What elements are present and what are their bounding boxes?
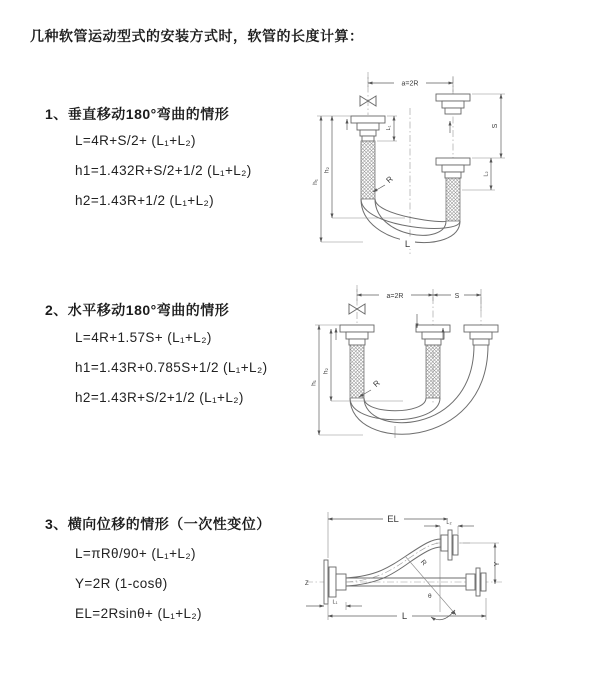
formula-line: L=4R+1.57S+ (L₁+L₂) — [75, 330, 212, 345]
flange-fitting-right — [464, 325, 498, 345]
dim-label-l2: L₂ — [483, 171, 490, 177]
flange-fitting-left — [351, 116, 385, 141]
dim-label-theta: θ — [428, 593, 432, 600]
dimension-el — [328, 512, 448, 559]
dim-label-h2: h₂ — [322, 367, 330, 375]
hose-arcs — [361, 199, 460, 243]
dimension-l — [328, 598, 486, 622]
dim-label-l: L — [404, 239, 411, 250]
dim-label-a2r: a=2R — [386, 293, 404, 300]
section-2-heading: 2、水平移动180°弯曲的情形 — [45, 302, 230, 318]
dim-label-l1: L₁ — [386, 125, 392, 131]
dim-label-el: EL — [387, 514, 399, 525]
page-title: 几种软管运动型式的安装方式时，软管的长度计算： — [30, 28, 364, 44]
flange-fitting-right-lower — [436, 158, 470, 178]
dim-label-a2r: a=2R — [401, 80, 419, 88]
dim-label-l: L — [401, 611, 408, 622]
flange-fitting-lower-right — [466, 568, 486, 596]
dimension-l1 — [306, 600, 362, 611]
section-3-heading: 3、横向位移的情形（一次性变位） — [45, 516, 271, 532]
dim-label-s: S — [454, 293, 460, 300]
diagram-vertical-180-bend — [305, 70, 595, 267]
flange-fitting-right-upper — [436, 94, 470, 114]
formula-line: h2=1.43R+1/2 (L₁+L₂) — [75, 193, 215, 208]
length-label — [400, 238, 415, 250]
dimension-a2r — [368, 77, 453, 92]
radius-callout — [373, 174, 395, 192]
dim-label-h2: h₂ — [323, 166, 331, 174]
braided-hose-left — [361, 141, 375, 199]
centerline-mark: Z — [305, 581, 309, 587]
dimension-h1 — [312, 116, 363, 242]
centerlines — [357, 285, 481, 438]
dim-label-y: Y — [494, 561, 501, 567]
formula-line: h1=1.432R+S/2+1/2 (L₁+L₂) — [75, 163, 252, 178]
braided-hose-left — [350, 345, 364, 398]
flange-fitting-left — [324, 560, 346, 604]
dim-label-h1: h₁ — [312, 179, 319, 185]
formula-line: EL=2Rsinθ+ (L₁+L₂) — [75, 606, 202, 621]
section-1-heading: 1、垂直移动180°弯曲的情形 — [45, 106, 230, 122]
braided-hose-middle — [426, 345, 440, 398]
flange-fitting-middle — [416, 325, 450, 345]
flange-fitting-left — [340, 325, 374, 345]
dim-label-r: R — [371, 378, 382, 389]
formula-line: L=4R+S/2+ (L₁+L₂) — [75, 133, 196, 148]
dim-label-h1: h₁ — [310, 380, 318, 386]
braided-hose-right — [446, 178, 460, 221]
dim-label-l1: L₁ — [332, 599, 338, 606]
diagram-horizontal-180-bend — [305, 283, 595, 463]
dimension-s — [472, 94, 505, 158]
hose-arcs — [350, 345, 488, 434]
formula-line: L=πRθ/90+ (L₁+L₂) — [75, 546, 196, 561]
dimension-s — [433, 291, 481, 301]
dim-label-l2: L₂ — [446, 520, 452, 526]
formula-line: h2=1.43R+S/2+1/2 (L₁+L₂) — [75, 390, 244, 405]
formula-line: h1=1.43R+0.785S+1/2 (L₁+L₂) — [75, 360, 268, 375]
dim-label-r: R — [384, 174, 395, 185]
dim-label-s: S — [492, 123, 499, 129]
flange-fitting-upper-right — [441, 530, 458, 560]
formula-line: Y=2R (1-cosθ) — [75, 576, 168, 591]
dim-label-r: R — [418, 558, 428, 568]
diagram-lateral-displacement — [298, 498, 600, 655]
